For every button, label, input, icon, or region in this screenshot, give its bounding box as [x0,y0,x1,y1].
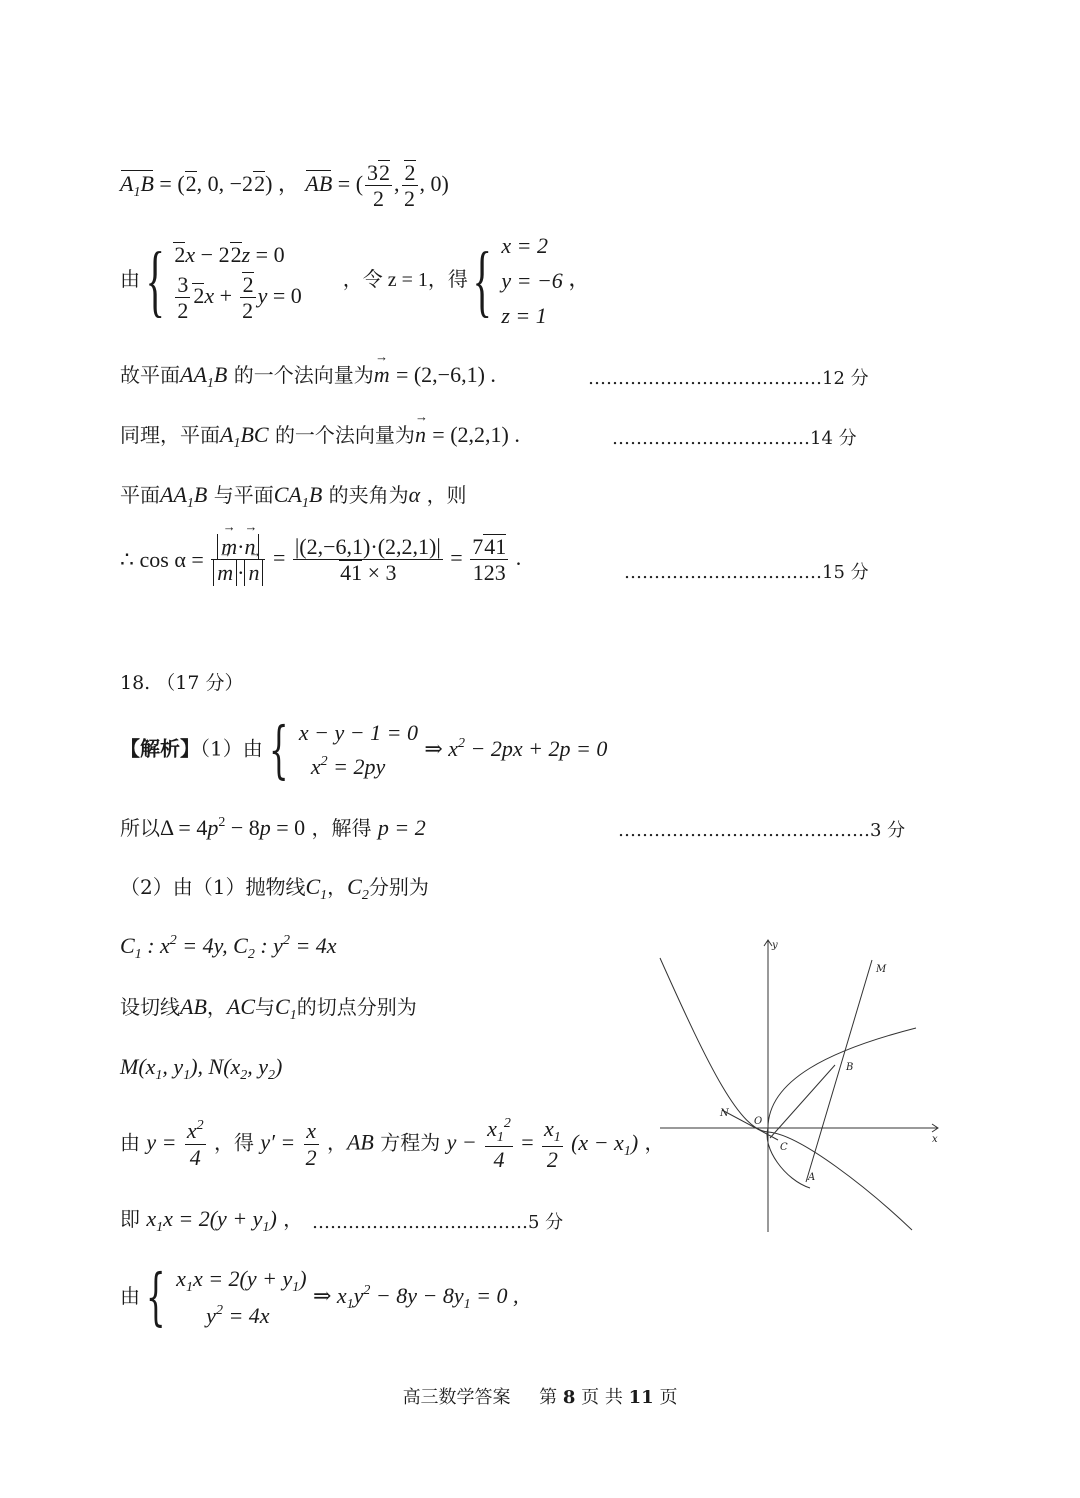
parabola-c2-lower [767,1128,810,1188]
point-a-label: A [808,1172,816,1183]
parabola-figure [650,930,950,1240]
tangent-equation-line: 即 $x_1x = 2(y + y_1)$ ， [120,1206,304,1235]
derivative-line: 由 y = $\frac{x^2}{4}$ ，得 y′ = $\frac{x}{2}$ ，AB 方程为 y − $\frac{x_1^2}{4}$ = $\frac{x_1}{2}$ $(x - x_1)$ ， [120,1116,665,1173]
a1b-vector-label: $A_1B$ [120,170,154,200]
solution-x: x = 2 [501,233,548,258]
normal-n-line: 同理，平面$A_1BC$ 的一个法向量为→ n = (2,2,1) . [120,424,520,451]
point-m-label: M [876,964,887,975]
system-2: 由 { $x_1x = 2(y + y_1)$ $y^2 = 4x$ ⇒ $x_1y^2 - 8y - 8y_1 = 0$ , [120,1260,519,1334]
vectors-line: $A_1B = (2$, 0, −22) ， AB = ( $\frac{32}{2}$ , $\frac{2}{2}$ , 0) [120,160,449,212]
point-c-label: C [780,1142,788,1153]
parabola-c2 [768,1028,916,1128]
tangent-ab [806,960,872,1182]
parabola-c1 [660,958,912,1230]
delta-line: 所以$\Delta = 4p^2 - 8p = 0$ ，解得 p = 2 [120,815,426,840]
solution-z: z = 1 [501,303,547,329]
chord [770,1065,835,1138]
fraction-mn: → m·→ n → m ·→ n [211,534,265,586]
cos-line: ∴ cos α = → m·→ n → m ·→ n = $\frac{|(2,-6,1)\cdot(2,2,1)|}{41 \times 3}$ = $\frac{741}{123}$ . [120,534,521,586]
analysis-1: 【解析】（1）由 { x − y − 1 = 0 $x^2 = 2py$ ⇒ $x^2 - 2px + 2p = 0$ [120,713,608,787]
points-line: $M(x_1$, $y_1$), $N(x_2$, $y_2$) [120,1054,283,1083]
score-dots: ……………………………14 分 [612,428,857,449]
left-brace: { [268,713,289,787]
curves-line: $C_1$ : $x^2 = 4y$, $C_2$ : $y^2 = 4x$ [120,933,337,962]
point-n-label: N [720,1108,729,1119]
page-footer: 高三数学答案 第 8 页 共 11 页 [402,1387,678,1408]
system1-eq2: $\frac{3}{2}$ 2x + $\frac{2}{2}$ y = 0 [177,272,302,324]
x-label: x [932,1134,938,1145]
normal-m-line: 故平面$AA_1B$ 的一个法向量为→ m = (2,−6,1) . [120,364,496,391]
score-dots: ……………………………………3 分 [618,820,906,841]
left-brace: { [146,1260,166,1334]
score-dots: …………………………………12 分 [588,368,869,389]
system1-eq1: 2x − 22z = 0 [174,241,285,267]
score-dots: ……………………………15 分 [624,562,869,583]
score-dots: ………………………………5 分 [312,1212,564,1233]
left-brace: { [145,236,165,325]
system-1: 由 { 2x − 22z = 0 $\frac{3}{2}$ 2x + $\frac{2}{2}$ y = 0 ，令 z = 1，得 { x = 2 y = −6 z = 1 ， [120,228,590,334]
fraction-result: $\frac{741}{123}$ [472,534,507,586]
solution-y: y = −6 [501,268,563,294]
fraction-values: $\frac{|(2,-6,1)\cdot(2,2,1)|}{41 \times 3}$ [294,534,441,586]
left-brace: { [473,236,493,325]
part-2-line: （2）由（1）抛物线$C_1$，$C_2$分别为 [120,874,429,903]
y-label: y [772,940,778,951]
tangent-line: 设切线AB，AC与$C_1$的切点分别为 [120,994,417,1023]
angle-line: 平面$AA_1B$ 与平面$CA_1B$ 的夹角为α ，则 [120,482,467,511]
question-18-title: 18. （17 分） [120,672,244,694]
ab-vector-label: AB [305,170,333,196]
origin-label: O [754,1116,763,1127]
point-b-label: B [846,1062,854,1073]
